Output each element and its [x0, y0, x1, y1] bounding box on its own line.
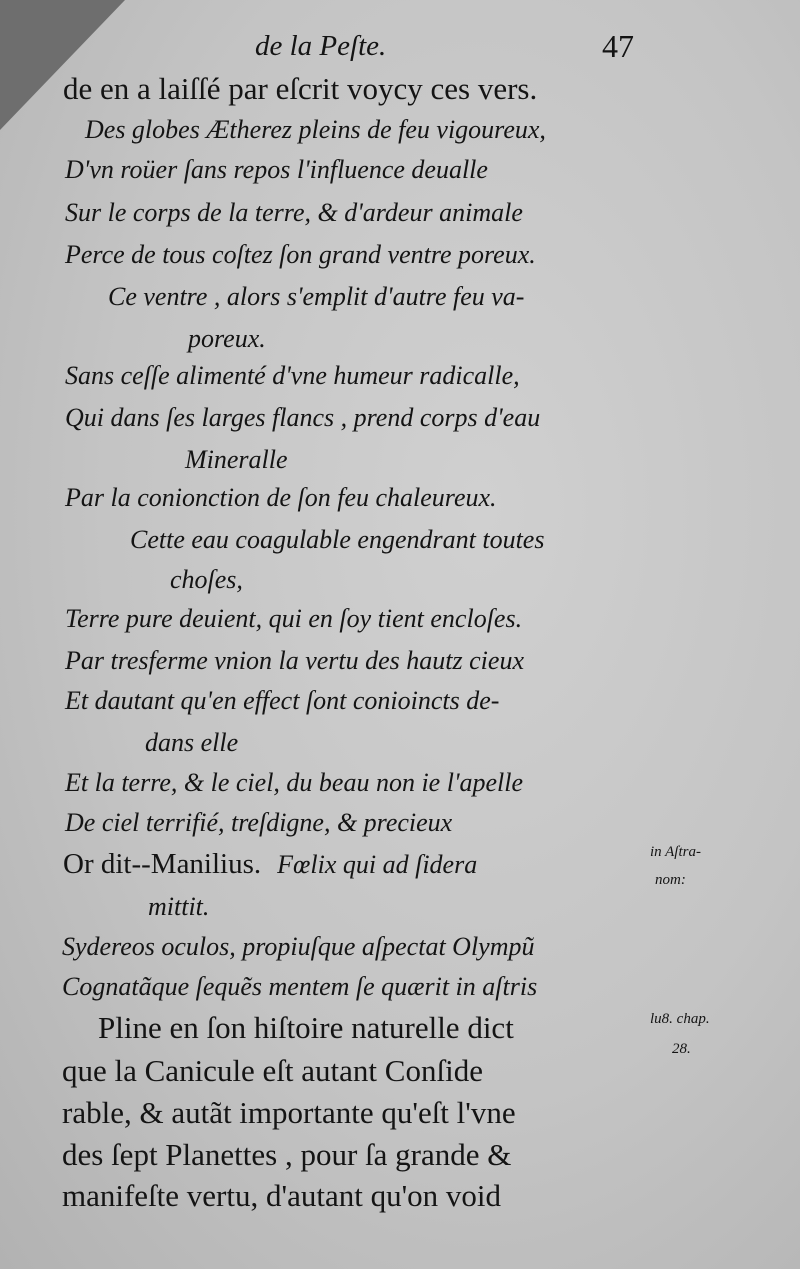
- manilius-quote: Fœlix qui ad ſidera: [277, 850, 478, 879]
- text-line: Pline en ſon hiſtoire naturelle dict: [98, 1010, 514, 1045]
- verse-line: Ce ventre , alors s'emplit d'autre feu va-: [108, 282, 525, 311]
- margin-note-astronom: nom:: [655, 872, 686, 888]
- verse-line: D'vn roüer ſans repos l'influence deualle: [65, 155, 488, 184]
- verse-line: Cette eau coagulable engendrant toutes: [130, 525, 545, 554]
- verse-line: poreux.: [188, 324, 266, 353]
- text-line: rable, & autãt importante qu'eſt l'vne: [62, 1095, 516, 1130]
- text-line: que la Canicule eſt autant Conſide: [62, 1053, 483, 1088]
- verse-line: Des globes Ætherez pleins de feu vigoureux,: [85, 115, 546, 144]
- verse-line: Cognatãque ſequẽs mentem ſe quærit in aſtris: [62, 972, 538, 1001]
- verse-line: Sydereos oculos, propiuſque aſpectat Olympũ: [62, 932, 535, 961]
- page-number: 47: [602, 28, 634, 64]
- manilius-line: [63, 850, 477, 879]
- verse-line: Et dautant qu'en effect ſont conioincts de-: [65, 686, 500, 715]
- verse-line: Sans ceſſe alimenté d'vne humeur radicalle,: [65, 361, 520, 390]
- verse-line: Par tresferme vnion la vertu des hautz cieux: [65, 646, 524, 675]
- verse-line: dans elle: [145, 728, 239, 757]
- verse-line: Par la conionction de ſon feu chaleureux.: [65, 483, 497, 512]
- verse-line: De ciel terrifié, treſdigne, & precieux: [65, 808, 453, 837]
- manilius-prefix: Or dit--Manilius.: [63, 848, 262, 880]
- text-line: manifeſte vertu, d'autant qu'on void: [62, 1178, 502, 1213]
- margin-note-chapter: 28.: [672, 1041, 691, 1057]
- verse-line: Terre pure deuient, qui en ſoy tient encloſes.: [65, 604, 523, 633]
- verse-line: Mineralle: [185, 445, 288, 474]
- verse-line: mittit.: [148, 892, 210, 921]
- verse-line: Qui dans ſes larges flancs , prend corps d'eau: [65, 403, 541, 432]
- running-title: de la Peſte.: [255, 30, 387, 62]
- verse-line: Sur le corps de la terre, & d'ardeur animale: [65, 198, 523, 227]
- text-line: de en a laiſſé par eſcrit voycy ces vers.: [63, 71, 538, 106]
- verse-line: Perce de tous coſtez ſon grand ventre poreux.: [65, 240, 536, 269]
- text-line: des ſept Planettes , pour ſa grande &: [62, 1137, 512, 1172]
- verse-line: choſes,: [170, 565, 243, 594]
- margin-note-astronom: in Aſtra-: [650, 844, 701, 860]
- margin-note-chapter: lu8. chap.: [650, 1011, 710, 1027]
- verse-line: Et la terre, & le ciel, du beau non ie l'apelle: [65, 768, 524, 797]
- corner-stain: [0, 0, 125, 130]
